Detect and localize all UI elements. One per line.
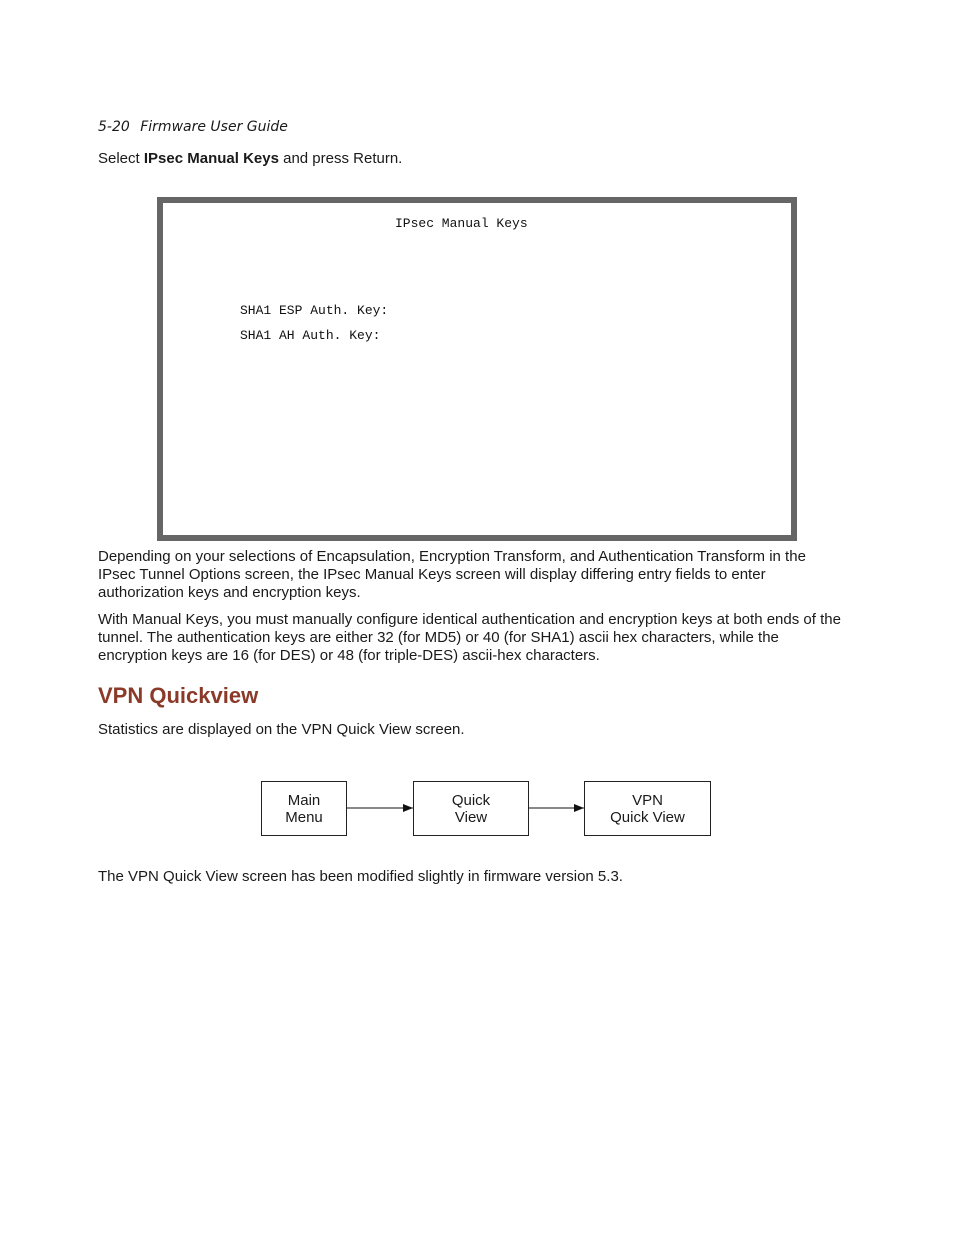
terminal-field-esp-key: SHA1 ESP Auth. Key:	[240, 303, 389, 318]
paragraph-entry-fields: Depending on your selections of Encapsulation, Encryption Transform, and Authentication Transform in the IPsec Tunnel Options screen, the IPsec Manual Keys screen will display differing entry fields to enter authorization keys and encryption keys.	[98, 548, 806, 601]
section-heading: VPN Quickview	[98, 683, 259, 708]
terminal-title: IPsec Manual Keys	[395, 216, 528, 231]
flow-box-vpn-quick-view	[584, 781, 711, 836]
page-number: 5-20	[98, 119, 130, 135]
intro-instruction	[98, 150, 402, 167]
flow-box-line: Quick	[451, 791, 491, 809]
page-header	[98, 119, 288, 135]
document-title: Firmware User Guide	[140, 119, 288, 135]
paragraph-statistics: Statistics are displayed on the VPN Quick View screen.	[98, 721, 465, 738]
flow-box-line: Main	[287, 791, 321, 809]
flow-box-line: Menu	[285, 808, 323, 826]
paragraph-manual-keys: With Manual Keys, you must manually configure identical authentication and encryption keys at both ends of the tunnel. The authentication keys are either 32 (for MD5) or 40 (for SHA1) ascii hex characters, while the encryption keys are 16 (for DES) or 48 (for triple-DES) ascii-hex characters.	[98, 611, 841, 664]
intro-menu-item: IPsec Manual Keys	[143, 150, 279, 167]
flow-box-main-menu	[261, 781, 347, 836]
flow-box-line: VPN	[632, 791, 663, 809]
flow-box-line: Quick View	[610, 808, 685, 826]
flow-box-quick-view	[413, 781, 529, 836]
flow-box-line: View	[454, 808, 488, 826]
terminal-screen	[157, 197, 797, 541]
terminal-field-ah-key: SHA1 AH Auth. Key:	[240, 328, 381, 343]
intro-suffix: and press Return.	[278, 150, 403, 167]
paragraph-firmware-note: The VPN Quick View screen has been modified slightly in firmware version 5.3.	[98, 868, 623, 885]
intro-prefix: Select	[98, 150, 144, 167]
